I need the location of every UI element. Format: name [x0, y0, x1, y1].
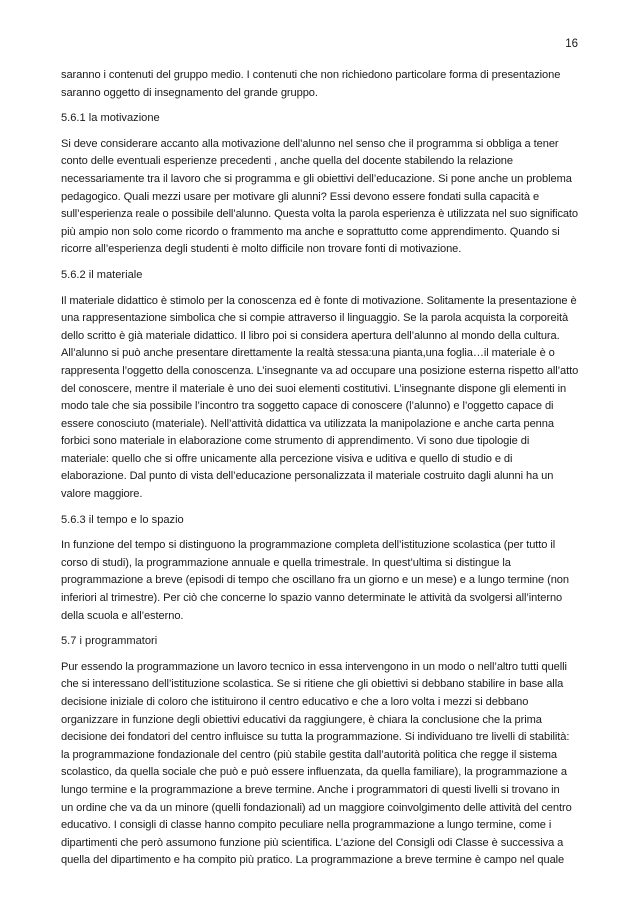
paragraph: [61, 136, 578, 259]
text-line: quella del dipartimento e ha compito più pratico. La programmazione a breve termine è campo nel quale: [61, 854, 565, 867]
text-line: forbici sono materiale in elaborazione come strumento di apprendimento. Vi sono due tipologie di: [61, 435, 530, 448]
text-line: che si interessano dell’istituzione scolastica. Se si ritiene che gli obiettivi si debbano stabilire in base alla: [61, 678, 564, 691]
section-heading: 5.6.1 la motivazione: [61, 112, 160, 125]
text-line: scolastico, da quella sociale che può e può essere influenzata, da quella familiare), la programmazione a: [61, 766, 567, 779]
text-line: pedagogico. Quali mezzi usare per motivare gli alunni? Essi devono essere fondati sulla capacità e: [61, 190, 540, 203]
text-line: dipartimenti che però assumono funzione più scientifica. L’azione del Consigli odi Classe è successiva a: [61, 836, 564, 849]
paragraph: [61, 293, 578, 504]
text-line: valore maggiore.: [61, 488, 143, 501]
text-line: All’alunno si può anche presentare direttamente la realtà stessa:una pianta,una foglia…il materiale è o: [61, 347, 555, 360]
paragraph: [61, 659, 578, 870]
document-body: [61, 67, 578, 878]
text-line: organizzare in funzione degli obiettivi educativi da raggiungere, è chiara la conclusione che la prima: [61, 713, 542, 726]
section-heading: 5.6.2 il materiale: [61, 268, 143, 281]
text-line: decisione iniziale di coloro che istituirono il centro educativo e che a loro volta i mezzi si debbano: [61, 696, 529, 708]
text-line: saranno i contenuti del gruppo medio. I contenuti che non richiedono particolare forma di presentazione: [61, 69, 561, 81]
text-line: saranno oggetto di insegnamento del grande gruppo.: [61, 86, 318, 99]
paragraph: [61, 537, 578, 625]
text-line: educativo. I consigli di classe hanno compito peculiare nella programmazione a lungo termine, come i: [61, 819, 552, 832]
text-line: dello scritto è già materiale didattico. Il libro poi si considera apertura dell’alunno al mondo della cultura.: [61, 329, 560, 342]
text-line: necessariamente tra il lavoro che si programma e gli obiettivi dell’educazione. Si pone anche un problema: [61, 172, 572, 185]
text-line: elaborazione. Dal punto di vista dell’educazione personalizzata il materiale costruito dagli alunni ha un: [61, 470, 554, 483]
text-line: ricorre all’esperienza degli studenti è molto difficile non trovare fonti di motivazione.: [61, 243, 462, 256]
text-line: del conoscere, mentre il materiale è uno dei suoi elementi costitutivi. L’insegnante dispone gli elementi in: [61, 382, 567, 395]
text-line: decisione dei fondatori del centro influisce su tutta la programmazione. Si individuano tre livelli di stabilità:: [61, 731, 570, 744]
text-line: sull’esperienza reale o possibile dell’alunno. Questa volta la parola esperienza è utilizzata nel suo significato: [61, 208, 578, 221]
text-line: essere conosciuto (materiale). Nell’attività didattica va utilizzata la manipolazione e anche carta penna: [61, 417, 554, 430]
text-line: Pur essendo la programmazione un lavoro tecnico in essa intervengono in un modo o nell’altro tutti quelli: [61, 660, 567, 673]
paragraph: [61, 67, 578, 102]
text-line: la programmazione fondazionale del centro (più stabile gestita dall’autorità politica che regge il sistema: [61, 748, 557, 761]
text-line: programmazione a breve (episodi di tempo che oscillano fra un giorno e un mese) e a lungo termine (non: [61, 574, 569, 587]
text-line: Si deve considerare accanto alla motivazione dell’alunno nel senso che il programma si obbliga a tener: [61, 137, 559, 150]
text-line: Il materiale didattico è stimolo per la conoscenza ed è fonte di motivazione. Solitamente la presentazione è: [61, 294, 577, 307]
text-line: una rappresentazione simbolica che si compie attraverso il linguaggio. Se la parola acquista la corporeità: [61, 312, 569, 325]
text-line: lungo termine e la programmazione a breve termine. Anche i programmatori di questi livelli si trovano in: [61, 783, 560, 796]
text-line: corso di studi), la programmazione annuale e quella trimestrale. In quest’ultima si distingue la: [61, 556, 511, 569]
text-line: un ordine che va da un minore (quelli fondazionali) ad un maggiore coinvolgimento delle attività del centro: [61, 801, 572, 814]
text-line: rappresenta l’oggetto della conoscenza. L’insegnante va ad occupare una posizione esterna rispetto all’atto: [61, 364, 579, 377]
text-line: inferiori al trimestre). Per ciò che concerne lo spazio vanno determinate le attività da svolgersi all’interno: [61, 592, 563, 605]
text-line: conto delle eventuali esperienze precedenti , anche quella del docente stabilendo la relazione: [61, 155, 513, 168]
text-line: della scuola e all’esterno.: [61, 609, 184, 622]
text-line: materiale: quello che si offre unicamente alla percezione visiva e uditiva e quello di studio e di: [61, 452, 513, 465]
text-line: più ampio non solo come ricordo o frammento ma anche e soprattutto come apprendimento. Quando si: [61, 225, 560, 238]
section-heading: 5.6.3 il tempo e lo spazio: [61, 513, 184, 526]
page-number: 16: [565, 38, 578, 50]
section-heading: 5.7 i programmatori: [61, 635, 158, 648]
text-line: modo tale che sia possibile l’incontro tra soggetto capace di conoscere (l’alunno) e l’oggetto capace di: [61, 400, 554, 413]
text-line: In funzione del tempo si distinguono la programmazione completa dell’istituzione scolastica (per tutto il: [61, 539, 556, 552]
